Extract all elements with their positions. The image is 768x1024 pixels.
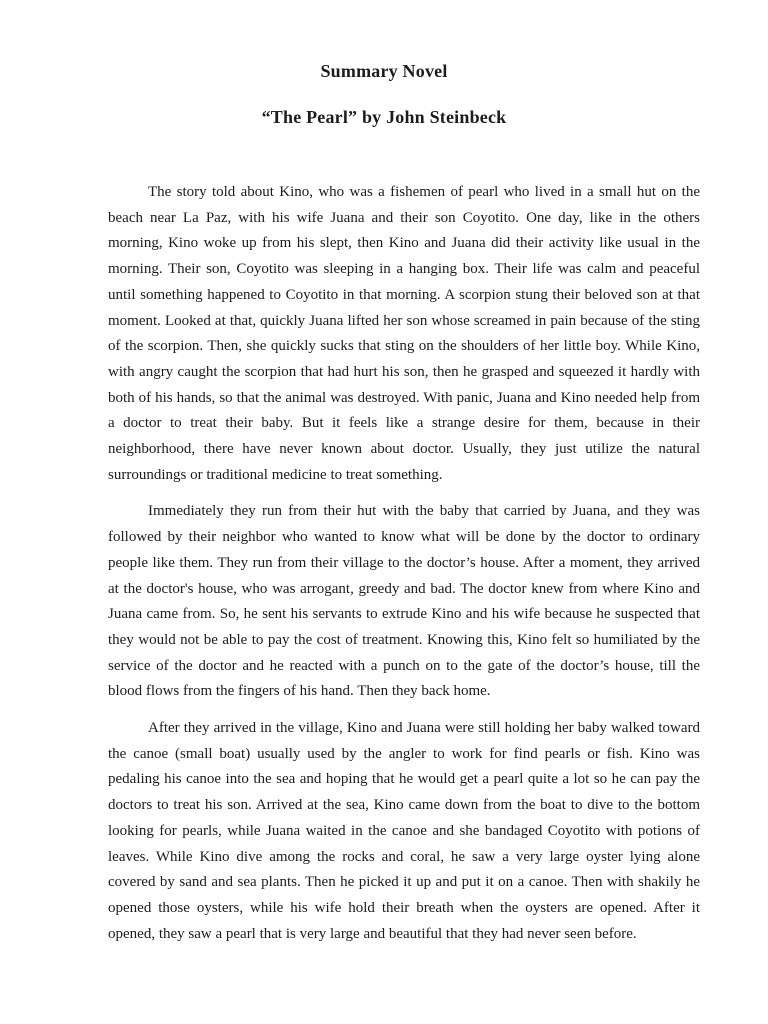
paragraph-3: After they arrived in the village, Kino and Juana were still holding her baby walked toward the canoe (small boat) usually used by the angler to work for find pearls or fish. Kino was pedaling his canoe into the sea and hoping that he would get a pearl quite a lot so he can pay the doctors to treat his son. Arrived at the sea, Kino came down from the boat to dive to the bottom looking for pearls, while Juana waited in the canoe and she bandaged Coyotito with potions of leaves. While Kino dive among the rocks and coral, he saw a very large oyster lying alone covered by sand and sea plants. Then he picked it up and put it on a canoe. Then with shakily he opened those oysters, while his wife hold their breath when the oysters are opened. After it opened, they saw a pearl that is very large and beautiful that they had never seen before. [108,720,700,942]
document-title: Summary Novel [320,61,448,81]
paragraph-2: Immediately they run from their hut with the baby that carried by Juana, and they was followed by their neighbor who wanted to know what will be done by the doctor to ordinary people like them. They run from their village to the doctor’s house. After a moment, they arrived at the doctor's house, who was arrogant, greedy and bad. The doctor knew from where Kino and Juana came from. So, he sent his servants to extrude Kino and his wife because he suspected that they would not be able to pay the cost of treatment. Knowing this, Kino felt so humiliated by the service of the doctor and he reacted with a punch on to the gate of the doctor’s house, till the blood flows from the fingers of his hand. Then they back home. [108,503,700,700]
document-body [108,180,700,947]
paragraph-1: The story told about Kino, who was a fishemen of pearl who lived in a small hut on the beach near La Paz, with his wife Juana and their son Coyotito. One day, like in the others morning, Kino woke up from his slept, then Kino and Juana did their activity like usual in the morning. Their son, Coyotito was sleeping in a hanging box. Their life was calm and peaceful until something happened to Coyotito in that morning. A scorpion stung their beloved son at that moment. Looked at that, quickly Juana lifted her son whose screamed in pain because of the sting of the scorpion. Then, she quickly sucks that sting on the shoulders of her little boy. While Kino, with angry caught the scorpion that had hurt his son, then he grasped and squeezed it hardly with both of his hands, so that the animal was destroyed. With panic, Juana and Kino needed help from a doctor to treat their baby. But it feels like a strange desire for them, because in their neighborhood, there have never known about doctor. Usually, they just utilize the natural surroundings or traditional medicine to treat something. [108,184,700,483]
document-subtitle: “The Pearl” by John Steinbeck [261,107,507,127]
document-header [0,0,768,130]
